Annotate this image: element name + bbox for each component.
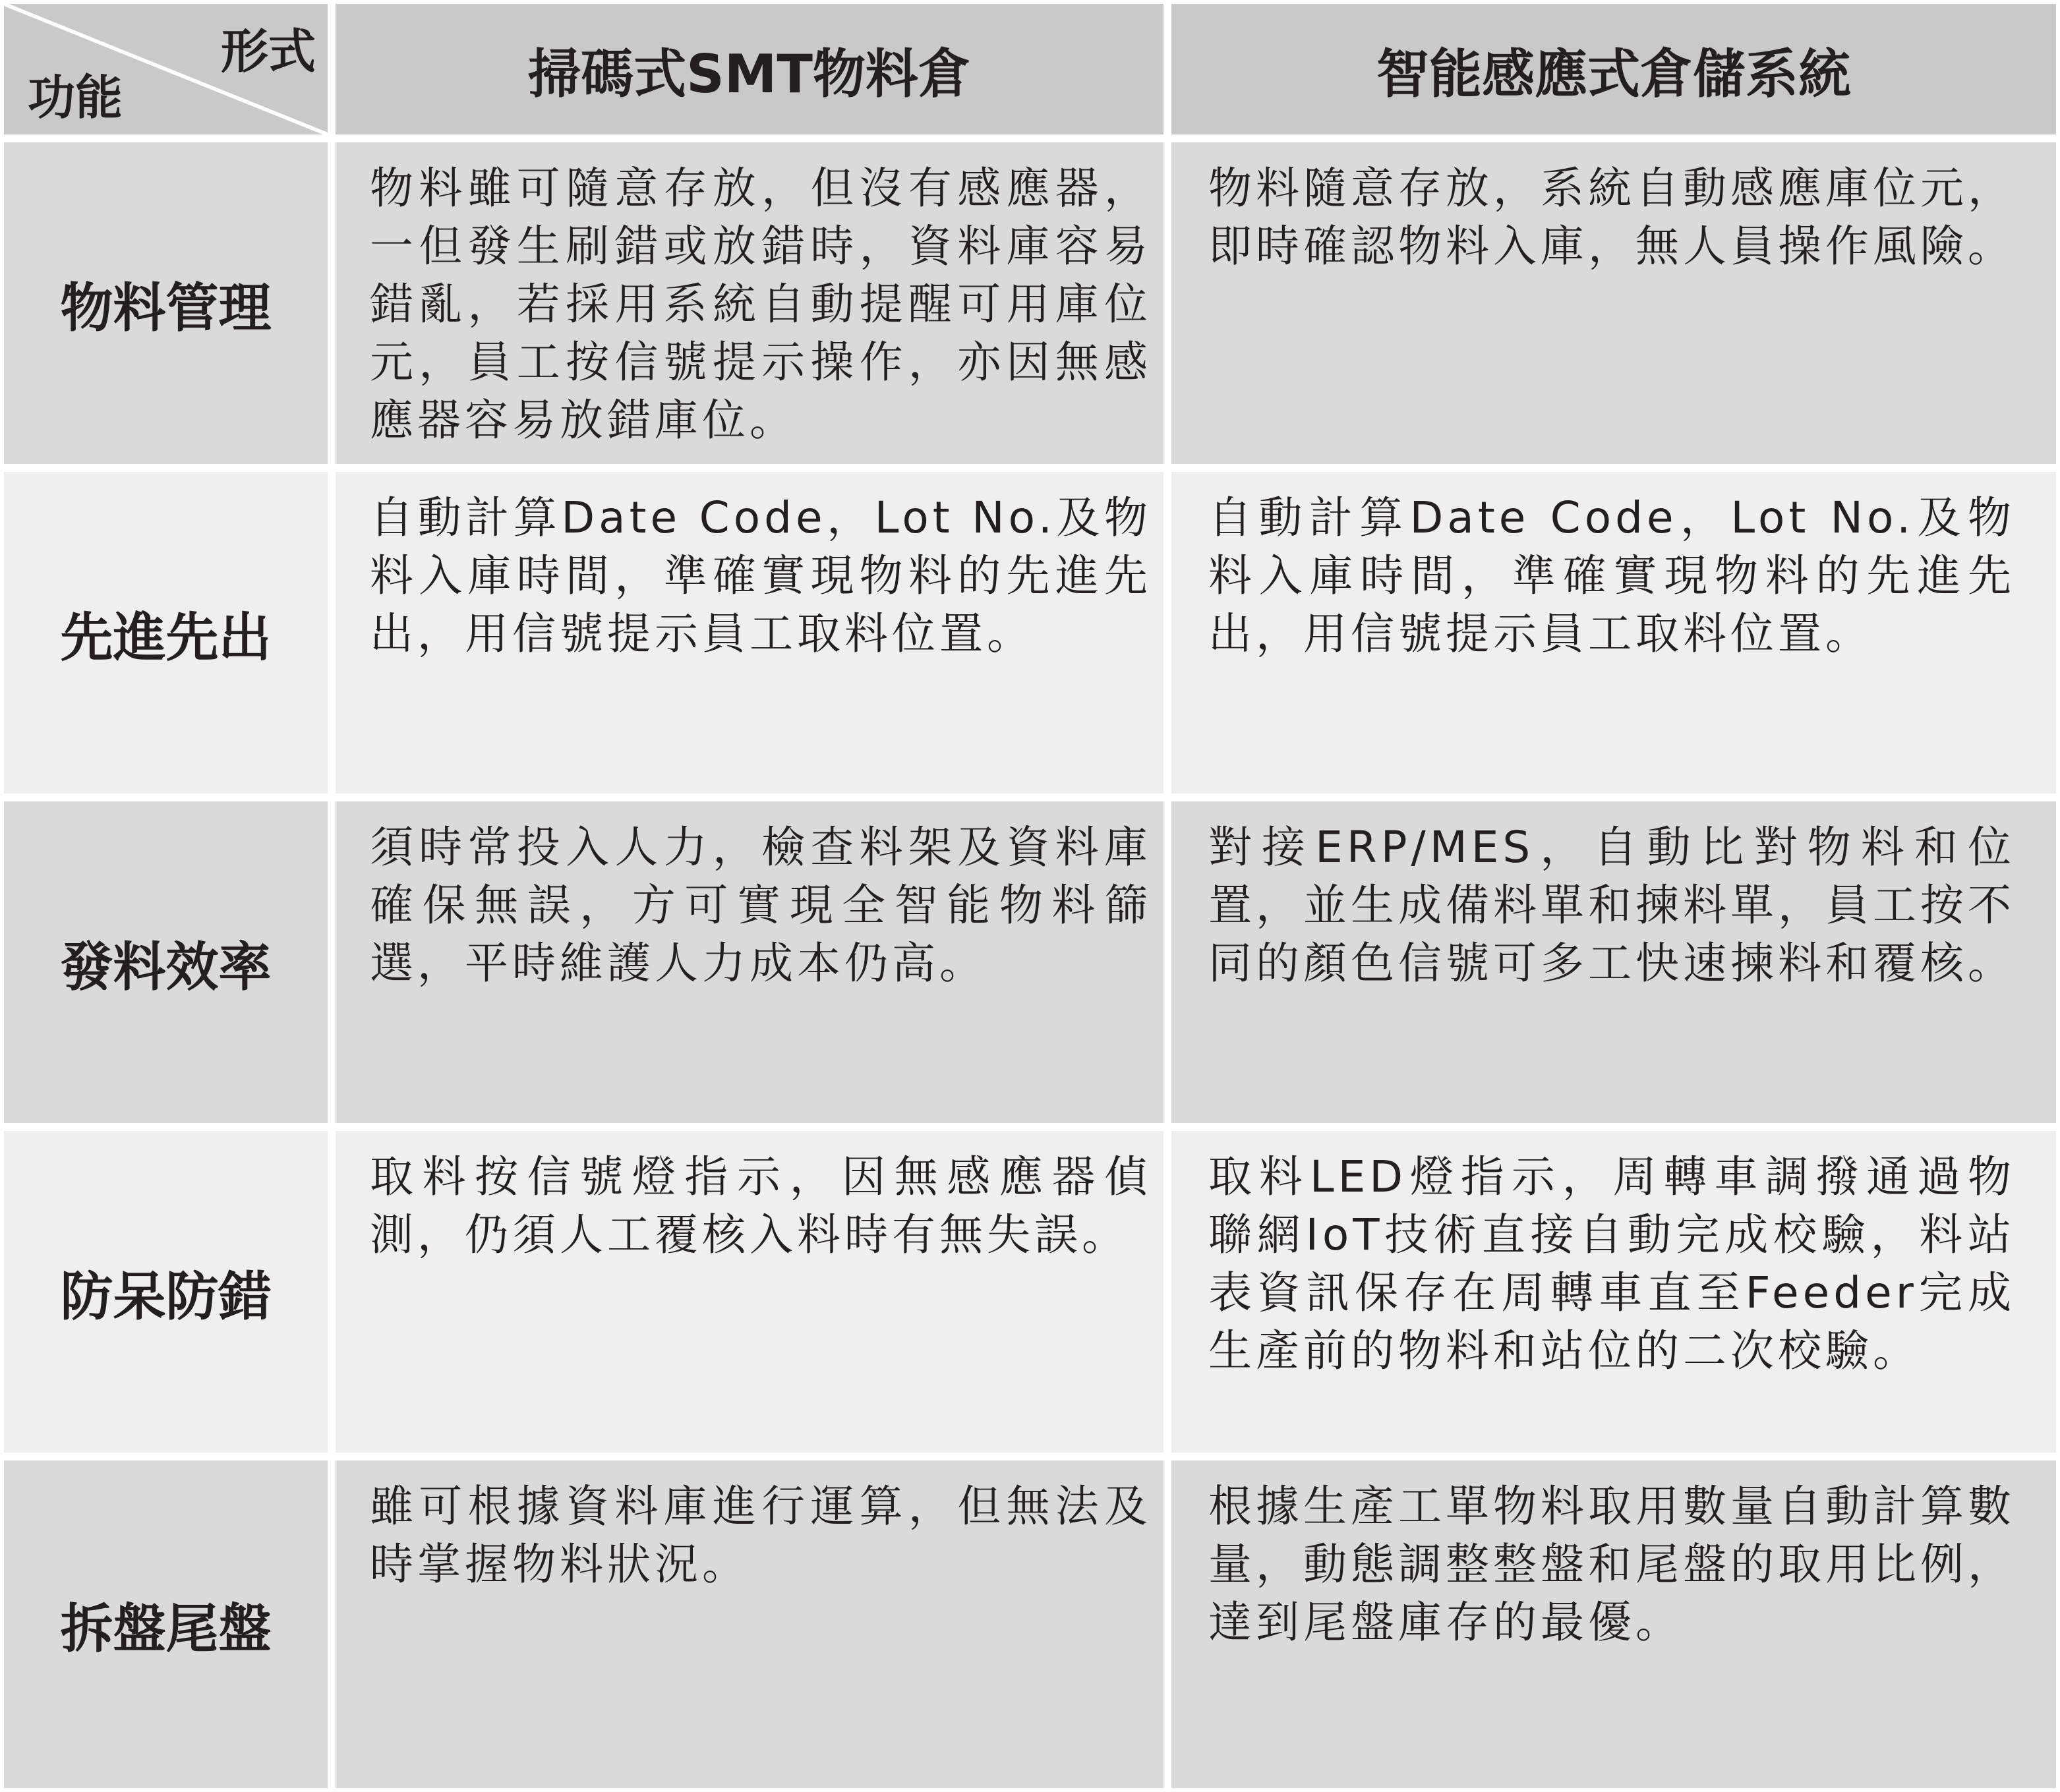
row-header-error-proofing: 防呆防錯 [0, 1127, 332, 1457]
form-label: 形式 [220, 24, 316, 79]
cell-smart-error-proofing: 取料LED燈指示，周轉車調撥通過物聯網IoT技術直接自動完成校驗，料站表資訊保存在周轉車直至Feeder完成生產前的物料和站位的二次校驗。 [1167, 1127, 2060, 1457]
row-header-fifo: 先進先出 [0, 468, 332, 797]
row-header-reel-splitting: 拆盤尾盤 [0, 1457, 332, 1792]
cell-smt-material-management: 物料雖可隨意存放，但沒有感應器，一但發生刷錯或放錯時，資料庫容易錯亂，若採用系統自動提醒可用庫位元，員工按信號提示操作，亦因無感應器容易放錯庫位。 [332, 138, 1167, 468]
cell-smt-error-proofing: 取料按信號燈指示，因無感應器偵測，仍須人工覆核入料時有無失誤。 [332, 1127, 1167, 1457]
column-header-smt-warehouse: 掃碼式SMT物料倉 [332, 0, 1167, 138]
cell-smt-fifo: 自動計算Date Code，Lot No.及物料入庫時間，準確實現物料的先進先出，用信號提示員工取料位置。 [332, 468, 1167, 797]
cell-smart-fifo: 自動計算Date Code，Lot No.及物料入庫時間，準確實現物料的先進先出，用信號提示員工取料位置。 [1167, 468, 2060, 797]
row-header-material-management: 物料管理 [0, 138, 332, 468]
cell-smart-material-management: 物料隨意存放，系統自動感應庫位元，即時確認物料入庫，無人員操作風險。 [1167, 138, 2060, 468]
cell-smt-dispatch-efficiency: 須時常投入人力，檢查料架及資料庫確保無誤，方可實現全智能物料篩選，平時維護人力成本仍高。 [332, 797, 1167, 1127]
column-header-smart-storage: 智能感應式倉儲系統 [1167, 0, 2060, 138]
cell-smart-dispatch-efficiency: 對接ERP/MES，自動比對物料和位置，並生成備料單和揀料單，員工按不同的顏色信號可多工快速揀料和覆核。 [1167, 797, 2060, 1127]
corner-header-cell [0, 0, 332, 138]
function-label: 功能 [28, 70, 123, 125]
cell-smart-reel-splitting: 根據生產工單物料取用數量自動計算數量，動態調整整盤和尾盤的取用比例，達到尾盤庫存的最優。 [1167, 1457, 2060, 1792]
cell-smt-reel-splitting: 雖可根據資料庫進行運算，但無法及時掌握物料狀況。 [332, 1457, 1167, 1792]
row-header-dispatch-efficiency: 發料效率 [0, 797, 332, 1127]
